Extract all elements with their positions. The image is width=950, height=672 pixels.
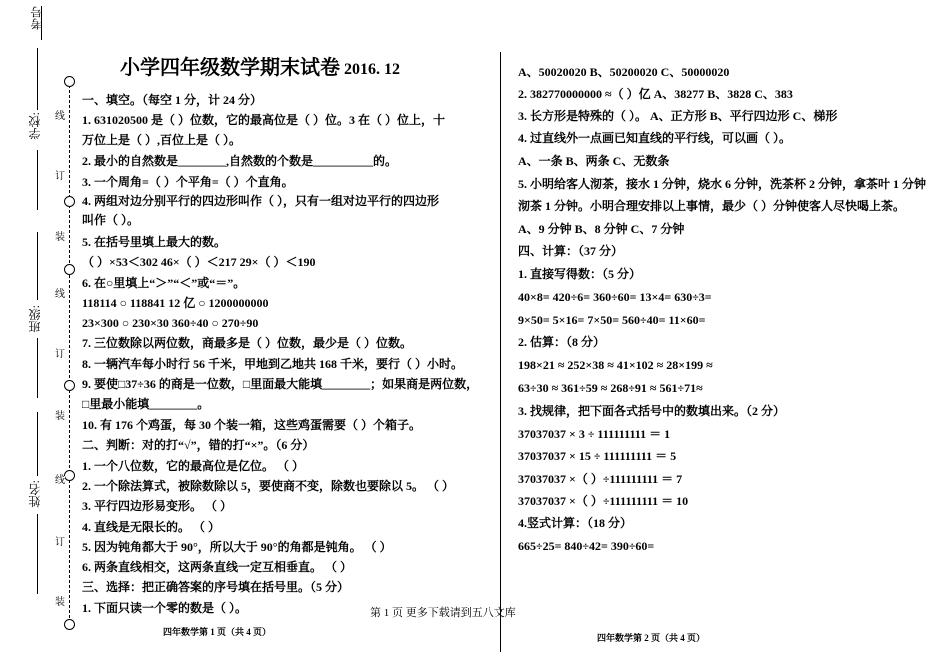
question-line: 4. 直线是无限长的。 （ ） <box>82 520 221 534</box>
bind-word-ding: 订 <box>55 537 65 548</box>
binding-hole <box>64 470 75 481</box>
title-year: 2016. 12 <box>344 61 400 78</box>
question-line: 37037037 ×（ ）÷111111111 ＝ 7 <box>518 472 683 486</box>
binding-dashed-line <box>69 80 70 628</box>
section-heading: 三、选择：把正确答案的序号填在括号里。（5 分） <box>82 580 350 594</box>
school-label: 学校: <box>28 112 42 140</box>
school-line-2 <box>37 150 38 210</box>
bind-word-ding: 订 <box>55 171 65 182</box>
question-line: 10. 有 176 个鸡蛋，每 30 个装一箱，这些鸡蛋需要（ ）个箱子。 <box>82 418 422 432</box>
name-label: 姓名: <box>28 480 42 508</box>
exam-title <box>120 56 400 80</box>
question-line: 1. 下面只读一个零的数是（ ）。 <box>82 601 248 615</box>
question-line: 37037037 ×（ ）÷111111111 ＝ 10 <box>518 494 689 508</box>
bind-word-xian: 线 <box>55 289 65 300</box>
question-line: 6. 在○里填上“＞”“＜”或“＝”。 <box>82 276 246 290</box>
footer-left: 四年数学第 1 页（共 4 页） <box>163 627 272 637</box>
binding-hole <box>64 380 75 391</box>
question-line: （ ）×53＜302 46×（ ）＜217 29×（ ）＜190 <box>82 255 316 269</box>
question-line: 3. 找规律，把下面各式括号中的数填出来。（2 分） <box>518 404 786 418</box>
section-heading: 二、判断：对的打“√”，错的打“×”。（6 分） <box>82 438 315 452</box>
question-line: 1. 631020500 是（ ）位数，它的最高位是（ ）位。3 在（ ）位上，十 <box>82 113 446 127</box>
question-line: 2. 382770000000 ≈（ ）亿 A、38277 B、3828 C、383 <box>518 87 793 101</box>
bind-word-zhuang: 装 <box>55 232 65 243</box>
binding-hole <box>64 619 75 630</box>
question-line: 6. 两条直线相交，这两条直线一定互相垂直。 （ ） <box>82 560 353 574</box>
question-line: 9×50= 5×16= 7×50= 560÷40= 11×60= <box>518 313 706 327</box>
question-line: 5. 小明给客人沏茶，接水 1 分钟，烧水 6 分钟，洗茶杯 2 分钟，拿茶叶 1 分钟 <box>518 177 927 191</box>
question-line: 37037037 × 3 ÷ 111111111 ＝ 1 <box>518 427 671 441</box>
question-line: 5. 因为钝角都大于 90°，所以大于 90°的角都是钝角。 （ ） <box>82 540 392 554</box>
binding-hole <box>64 264 75 275</box>
class-line-2 <box>37 338 38 398</box>
question-line: A、一条 B、两条 C、无数条 <box>518 154 670 168</box>
section-heading: 一、填空。（每空 1 分，计 24 分） <box>82 93 263 107</box>
title-text: 小学四年级数学期末试卷 <box>120 57 340 79</box>
question-line: 4. 两组对边分别平行的四边形叫作（ ），只有一组对边平行的四边形 <box>82 194 440 208</box>
question-line: 7. 三位数除以两位数，商最多是（ ）位数，最少是（ ）位数。 <box>82 336 413 350</box>
class-label: 班级: <box>28 305 42 333</box>
question-line: 5. 在括号里填上最大的数。 <box>82 235 227 249</box>
name-line <box>37 412 38 476</box>
question-line: 23×300 ○ 230×30 360÷40 ○ 270÷90 <box>82 316 259 330</box>
question-line: 1. 直接写得数：（5 分） <box>518 267 642 281</box>
bind-word-xian: 线 <box>55 111 65 122</box>
question-line: 118114 ○ 118841 12 亿 ○ 1200000000 <box>82 296 269 310</box>
question-line: 8. 一辆汽车每小时行 56 千米，甲地到乙地共 168 千米，要行（ ）小时。 <box>82 357 464 371</box>
binding-hole <box>64 196 75 207</box>
bind-word-zhuang: 装 <box>55 597 65 608</box>
question-line: 3. 平行四边形易变形。 （ ） <box>82 499 233 513</box>
footer-page-info: 第 1 页 更多下载请到五八文库 <box>370 607 516 619</box>
column-divider <box>500 52 501 652</box>
bind-word-zhuang: 装 <box>55 411 65 422</box>
bind-word-ding: 订 <box>55 349 65 360</box>
question-line: A、9 分钟 B、8 分钟 C、7 分钟 <box>518 222 685 236</box>
question-line: 2. 估算：（8 分） <box>518 335 606 349</box>
question-line: 40×8= 420÷6= 360÷60= 13×4= 630÷3= <box>518 290 712 304</box>
exam-number-line <box>41 6 42 40</box>
question-line: 9. 要使□37÷36 的商是一位数，□里面最大能填________；如果商是两位数， <box>82 377 479 391</box>
question-line: 4. 过直线外一点画已知直线的平行线，可以画（ ）。 <box>518 131 792 145</box>
question-line: □里最小能填________。 <box>82 397 210 411</box>
section-heading: 四、计算：（37 分） <box>518 244 624 258</box>
question-line: 3. 一个周角=（ ）个平角=（ ）个直角。 <box>82 175 294 189</box>
question-line: 万位上是（ ）,百位上是（ ）。 <box>82 133 242 147</box>
question-line: 叫作（ ）。 <box>82 213 140 227</box>
footer-right: 四年数学第 2 页（共 4 页） <box>597 633 706 643</box>
school-line <box>37 48 38 110</box>
question-line: 37037037 × 15 ÷ 111111111 ＝ 5 <box>518 449 677 463</box>
question-line: 沏茶 1 分钟。小明合理安排以上事情，最少（ ）分钟使客人尽快喝上茶。 <box>518 199 906 213</box>
question-line: 2. 最小的自然数是________,自然数的个数是__________的。 <box>82 154 398 168</box>
bind-word-xian: 线 <box>55 475 65 486</box>
question-line: 2. 一个除法算式，被除数除以 5，要使商不变，除数也要除以 5。 （ ） <box>82 479 455 493</box>
question-line: A、50020020 B、50200020 C、50000020 <box>518 65 730 79</box>
exam-number-label: 考号 <box>30 6 44 30</box>
question-line: 1. 一个八位数，它的最高位是亿位。 （ ） <box>82 459 305 473</box>
name-line-2 <box>37 514 38 594</box>
class-line <box>37 232 38 300</box>
binding-hole <box>64 76 75 87</box>
question-line: 3. 长方形是特殊的（ ）。 A、正方形 B、平行四边形 C、梯形 <box>518 109 838 123</box>
question-line: 63÷30 ≈ 361÷59 ≈ 268÷91 ≈ 561÷71≈ <box>518 381 703 395</box>
question-line: 198×21 ≈ 252×38 ≈ 41×102 ≈ 28×199 ≈ <box>518 358 713 372</box>
section-heading: 4.竖式计算：（18 分） <box>518 516 633 530</box>
question-line: 665÷25= 840÷42= 390÷60= <box>518 539 655 553</box>
